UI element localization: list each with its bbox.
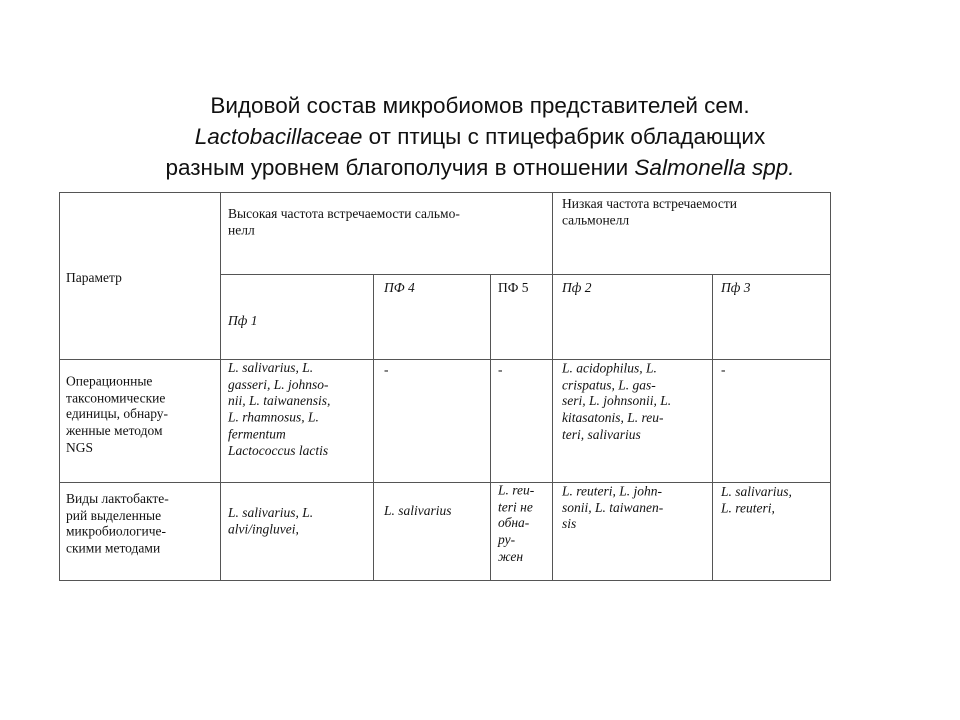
family-name: Lactobacillaceae	[194, 124, 363, 149]
row2-pf5: L. reu- teri не обна- ру- жен	[498, 482, 535, 564]
header-high-frequency: Высокая частота встречаемости сальмо- нелл	[228, 205, 460, 238]
row1-pf3: -	[721, 361, 726, 378]
col-header-pf5: ПФ 5	[498, 279, 529, 296]
table-col-sep-1	[220, 192, 221, 581]
row2-pf3: L. salivarius, L. reuteri,	[721, 483, 792, 516]
row1-pf5: -	[498, 361, 503, 378]
row1-pf4: -	[384, 361, 389, 378]
table-col-sep-2	[373, 274, 374, 581]
row2-pf1: L. salivarius, L. alvi/ingluvei,	[228, 504, 314, 537]
title-line-1: Видовой состав микробиомов представителей сем.	[210, 93, 750, 118]
title-line-2: Lactobacillaceae от птицы с птицефабрик обладающих	[194, 124, 766, 149]
row2-label: Виды лактобакте- рий выделенные микробиологиче- скими методами	[66, 490, 169, 556]
table-col-sep-3	[490, 274, 491, 581]
table-border-top	[59, 192, 831, 193]
col-header-pf1: Пф 1	[228, 312, 258, 329]
genus-name: Salmonella spp.	[634, 155, 795, 180]
header-parameter: Параметр	[66, 269, 122, 286]
table-border-left	[59, 192, 60, 581]
table-border-right	[830, 192, 831, 581]
table-col-sep-5	[712, 274, 713, 581]
col-header-pf3: Пф 3	[721, 279, 751, 296]
row1-label: Операционные таксономические единицы, обнару- женные методом NGS	[66, 373, 169, 455]
table-rule-header-bottom	[59, 359, 831, 360]
title-line-3: разным уровнем благополучия в отношении Salmonella spp.	[165, 155, 795, 180]
row1-pf2: L. acidophilus, L. crispatus, L. gas- seri, L. johnsonii, L. kitasatonis, L. reu- teri, salivarius	[562, 360, 672, 442]
row1-pf1: L. salivarius, L. gasseri, L. johnso- nii, L. taiwanensis, L. rhamnosus, L. fermentum Lactococcus lactis	[228, 359, 331, 458]
table-col-sep-4	[552, 192, 553, 581]
col-header-pf4: ПФ 4	[384, 279, 415, 296]
col-header-pf2: Пф 2	[562, 279, 592, 296]
row2-pf2: L. reuteri, L. john- sonii, L. taiwanen- sis	[562, 482, 664, 532]
table-border-bottom	[59, 580, 831, 581]
row2-pf4: L. salivarius	[384, 502, 452, 519]
table-rule-subheader	[220, 274, 831, 275]
table-rule-row1-bottom	[59, 482, 831, 483]
header-low-frequency: Низкая частота встречаемости сальмонелл	[562, 195, 738, 228]
